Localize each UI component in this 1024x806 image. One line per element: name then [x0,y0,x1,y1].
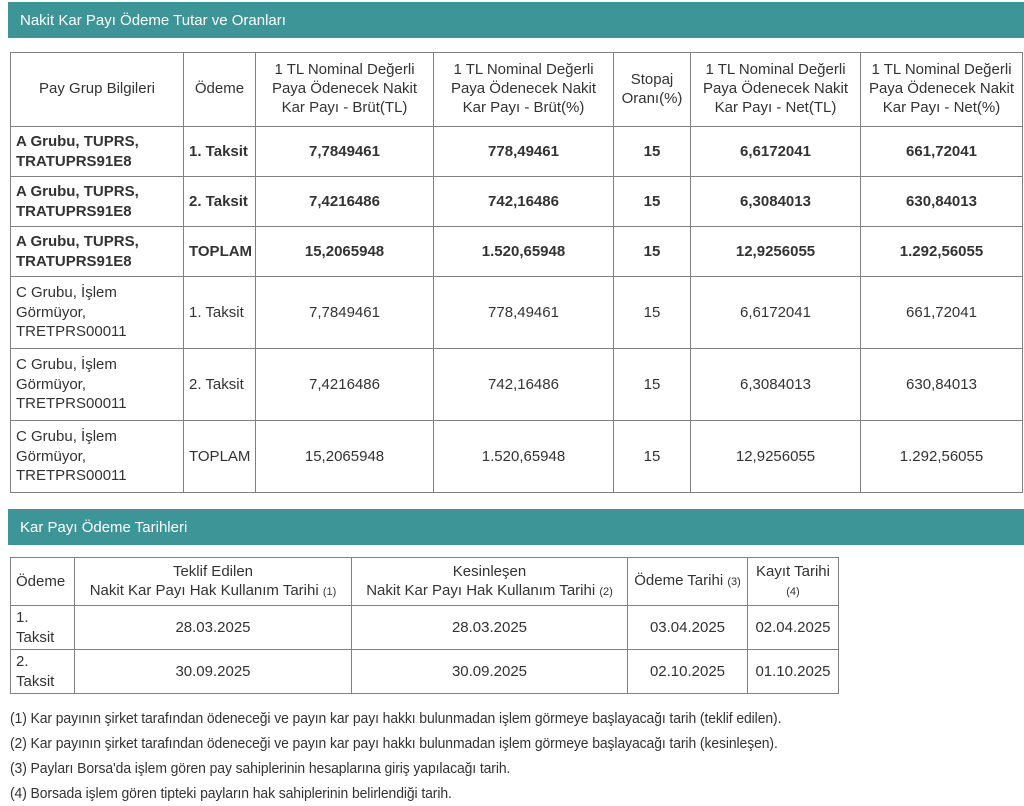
col-header-odeme: Ödeme [11,558,75,606]
col-header-teklif-edilen [75,558,352,606]
table-row [11,650,839,694]
col-header-pay-grup: Pay Grup Bilgileri [11,53,184,127]
cell-odeme-tarihi: 02.10.2025 [628,650,748,694]
cell-net-pct: 661,72041 [861,277,1023,349]
col-header-brut-pct: 1 TL Nominal Değerli Paya Ödenecek Nakit Kar Payı - Brüt(%) [434,53,614,127]
cell-brut-pct: 1.520,65948 [434,227,614,277]
cell-odeme-tarihi: 03.04.2025 [628,606,748,650]
footnote-ref: (4) [786,585,800,598]
cell-net-tl: 6,3084013 [691,349,861,421]
cell-brut-pct: 742,16486 [434,349,614,421]
cell-odeme: 2. Taksit [184,177,256,227]
cell-group: C Grubu, İşlem Görmüyor, TRETPRS00011 [11,277,184,349]
cell-brut-pct: 1.520,65948 [434,421,614,493]
cell-net-tl: 6,6172041 [691,277,861,349]
table-row [11,127,1023,177]
cell-stopaj: 15 [614,227,691,277]
cell-kesin-tarih: 30.09.2025 [352,650,628,694]
cell-brut-tl: 7,7849461 [256,127,434,177]
cell-brut-pct: 778,49461 [434,277,614,349]
cell-brut-tl: 15,2065948 [256,227,434,277]
payment-amounts-table [10,52,1023,493]
cell-net-tl: 12,9256055 [691,227,861,277]
footnotes [10,706,1024,806]
cell-odeme: TOPLAM [184,421,256,493]
footnote-2: (2) Kar payının şirket tarafından ödeneceği ve payın kar payı hakkı bulunmadan işlem görmeye başlayacağı tarih (kesinleşen). [10,735,778,752]
cell-net-pct: 1.292,56055 [861,227,1023,277]
cell-group: A Grubu, TUPRS, TRATUPRS91E8 [11,127,184,177]
footnote-ref: (1) [322,585,337,598]
cell-teklif-tarih: 30.09.2025 [75,650,352,694]
cell-net-tl: 6,3084013 [691,177,861,227]
footnote-1: (1) Kar payının şirket tarafından ödeneceği ve payın kar payı hakkı bulunmadan işlem görmeye başlayacağı tarih (teklif edilen). [10,710,782,727]
cell-kayit-tarihi: 01.10.2025 [748,650,839,694]
col-header-kayit-tarihi: Kayıt Tarihi (4) [748,558,839,606]
cell-group: A Grubu, TUPRS, TRATUPRS91E8 [11,177,184,227]
cell-stopaj: 15 [614,349,691,421]
section-header-payment-amounts [8,2,1024,38]
cell-net-pct: 630,84013 [861,349,1023,421]
payment-table-header-row [11,53,1023,127]
cell-brut-tl: 15,2065948 [256,421,434,493]
table-row [11,177,1023,227]
col-header-net-pct: 1 TL Nominal Değerli Paya Ödenecek Nakit Kar Payı - Net(%) [861,53,1023,127]
col-header-odeme: Ödeme [184,53,256,127]
cell-odeme: TOPLAM [184,227,256,277]
footnote-ref: (2) [599,585,613,598]
section-title: Kar Payı Ödeme Tarihleri [20,518,188,536]
cell-net-pct: 1.292,56055 [861,421,1023,493]
cell-brut-tl: 7,4216486 [256,349,434,421]
footnote-ref: (3) [727,576,741,589]
cell-kesin-tarih: 28.03.2025 [352,606,628,650]
cell-stopaj: 15 [614,177,691,227]
header-line-top: Kesinleşen [452,562,527,580]
footnote-3: (3) Payları Borsa'da işlem gören pay sahiplerinin hesaplarına giriş yapılacağı tarih. [10,760,511,777]
cell-group: C Grubu, İşlem Görmüyor, TRETPRS00011 [11,421,184,493]
col-header-odeme-tarihi: Ödeme Tarihi (3) [628,558,748,606]
section-title: Nakit Kar Payı Ödeme Tutar ve Oranları [20,11,286,29]
col-header-stopaj: Stopaj Oranı(%) [614,53,691,127]
cell-stopaj: 15 [614,277,691,349]
header-line-bottom: Nakit Kar Payı Hak Kullanım Tarihi (1) [89,581,337,599]
table-row [11,277,1023,349]
cell-brut-tl: 7,7849461 [256,277,434,349]
section-header-payment-dates [8,509,1024,545]
cell-kayit-tarihi: 02.04.2025 [748,606,839,650]
cell-odeme: 1. Taksit [11,606,75,650]
col-header-brut-tl: 1 TL Nominal Değerli Paya Ödenecek Nakit Kar Payı - Brüt(TL) [256,53,434,127]
cell-brut-pct: 742,16486 [434,177,614,227]
cell-odeme: 1. Taksit [184,127,256,177]
cell-odeme: 1. Taksit [184,277,256,349]
footnote-4: (4) Borsada işlem gören tipteki payların hak sahiplerinin belirlendiği tarih. [10,785,452,802]
table-row [11,349,1023,421]
dates-table-header-row [11,558,839,606]
cell-odeme: 2. Taksit [11,650,75,694]
col-header-net-tl: 1 TL Nominal Değerli Paya Ödenecek Nakit Kar Payı - Net(TL) [691,53,861,127]
cell-net-pct: 630,84013 [861,177,1023,227]
cell-brut-tl: 7,4216486 [256,177,434,227]
table-row [11,227,1023,277]
col-header-kesinlesen [352,558,628,606]
header-line-top: Teklif Edilen [172,562,254,580]
payment-dates-table [10,557,839,694]
table-row [11,606,839,650]
cell-stopaj: 15 [614,127,691,177]
header-line-bottom: Nakit Kar Payı Hak Kullanım Tarihi (2) [366,581,613,599]
cell-stopaj: 15 [614,421,691,493]
cell-net-pct: 661,72041 [861,127,1023,177]
cell-teklif-tarih: 28.03.2025 [75,606,352,650]
cell-net-tl: 6,6172041 [691,127,861,177]
cell-group: C Grubu, İşlem Görmüyor, TRETPRS00011 [11,349,184,421]
cell-brut-pct: 778,49461 [434,127,614,177]
cell-odeme: 2. Taksit [184,349,256,421]
cell-group: A Grubu, TUPRS, TRATUPRS91E8 [11,227,184,277]
table-row [11,421,1023,493]
cell-net-tl: 12,9256055 [691,421,861,493]
